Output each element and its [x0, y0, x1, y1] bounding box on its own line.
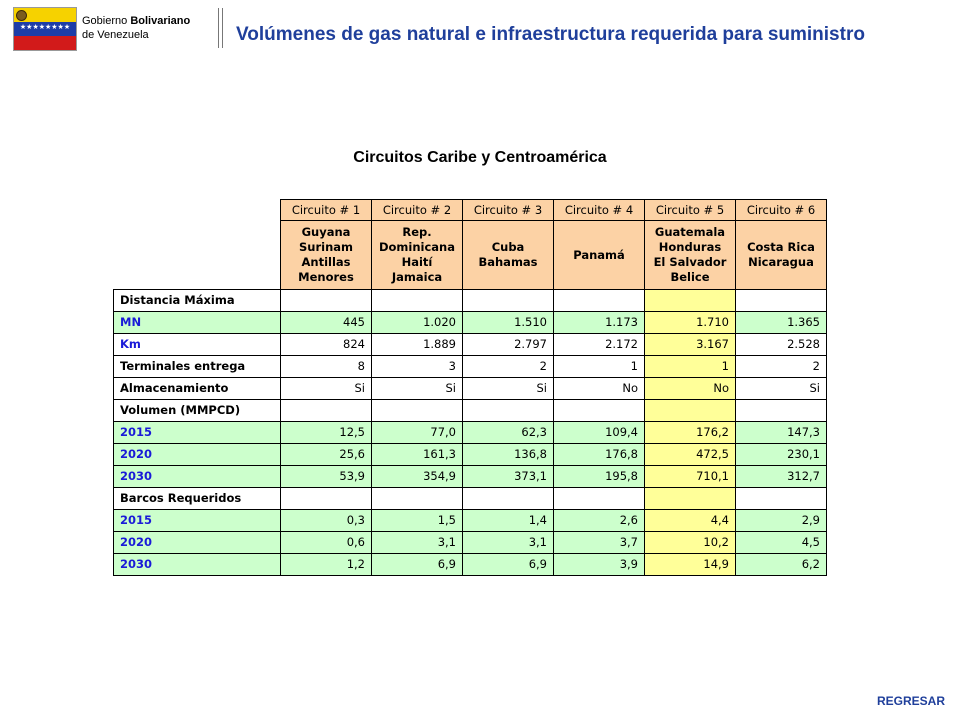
table-cell: 109,4 [554, 422, 645, 444]
table-cell: 2.797 [463, 334, 554, 356]
row-label: MN [114, 312, 281, 334]
table-cell: 2,9 [736, 510, 827, 532]
regresar-link[interactable]: REGRESAR [876, 694, 945, 708]
table-cell: 6,2 [736, 554, 827, 576]
circuit-header: Circuito # 4 [554, 200, 645, 221]
table-title: Circuitos Caribe y Centroamérica [353, 149, 607, 166]
row-label: Km [114, 334, 281, 356]
region-header-row [114, 221, 827, 290]
table-cell: 2.172 [554, 334, 645, 356]
table-cell: Si [281, 378, 372, 400]
table-cell: 2.528 [736, 334, 827, 356]
table-cell: 161,3 [372, 444, 463, 466]
table-cell [645, 488, 736, 510]
table-cell: 1 [554, 356, 645, 378]
table-cell [645, 290, 736, 312]
table-cell [372, 488, 463, 510]
table-cell: 62,3 [463, 422, 554, 444]
row-label: 2030 [114, 466, 281, 488]
page-title: Volúmenes de gas natural e infraestructura requerida para suministro [236, 24, 865, 45]
table-cell: 4,4 [645, 510, 736, 532]
table-row [114, 532, 827, 554]
row-label: 2015 [114, 422, 281, 444]
header-bar [0, 0, 960, 60]
region-header: Panamá [554, 221, 645, 290]
table-cell: No [554, 378, 645, 400]
table-cell: Si [463, 378, 554, 400]
row-label: Volumen (MMPCD) [114, 400, 281, 422]
table-cell: 2 [736, 356, 827, 378]
table-cell: 6,9 [463, 554, 554, 576]
table-cell: 136,8 [463, 444, 554, 466]
table-cell [281, 400, 372, 422]
row-label: 2020 [114, 444, 281, 466]
table-cell: 195,8 [554, 466, 645, 488]
table-row [114, 444, 827, 466]
table-cell [736, 400, 827, 422]
region-header: Cuba Bahamas [463, 221, 554, 290]
government-logo-text: Gobierno Bolivariano de Venezuela [82, 15, 191, 41]
table-cell: 3,9 [554, 554, 645, 576]
table-cell [736, 290, 827, 312]
table-cell [463, 290, 554, 312]
table-cell: 6,9 [372, 554, 463, 576]
table-cell: 230,1 [736, 444, 827, 466]
table-cell [372, 400, 463, 422]
table-cell [736, 488, 827, 510]
circuits-table [113, 199, 827, 576]
table-cell: 25,6 [281, 444, 372, 466]
table-row [114, 466, 827, 488]
table-cell [372, 290, 463, 312]
table-cell [554, 488, 645, 510]
circuit-header: Circuito # 6 [736, 200, 827, 221]
table-cell: 53,9 [281, 466, 372, 488]
table-cell: Si [372, 378, 463, 400]
table-cell: 1.365 [736, 312, 827, 334]
region-header: Guyana Surinam Antillas Menores [281, 221, 372, 290]
table-cell: 8 [281, 356, 372, 378]
table-cell: 472,5 [645, 444, 736, 466]
region-header: Guatemala Honduras El Salvador Belice [645, 221, 736, 290]
table-row [114, 488, 827, 510]
table-row [114, 334, 827, 356]
table-cell: 373,1 [463, 466, 554, 488]
table-cell: 1.173 [554, 312, 645, 334]
table-cell: 354,9 [372, 466, 463, 488]
table-row [114, 356, 827, 378]
empty-corner [114, 200, 281, 221]
table-cell: 312,7 [736, 466, 827, 488]
table-row [114, 400, 827, 422]
region-header: Costa Rica Nicaragua [736, 221, 827, 290]
table-cell: 14,9 [645, 554, 736, 576]
table-cell: 3 [372, 356, 463, 378]
table-cell: 1.889 [372, 334, 463, 356]
header-divider [218, 8, 223, 48]
row-label: Distancia Máxima [114, 290, 281, 312]
table-cell: 2 [463, 356, 554, 378]
table-cell: 1.510 [463, 312, 554, 334]
table-row [114, 378, 827, 400]
table-cell: Si [736, 378, 827, 400]
table-cell: 12,5 [281, 422, 372, 444]
table-cell: 77,0 [372, 422, 463, 444]
table-row [114, 554, 827, 576]
table-cell [463, 488, 554, 510]
table-cell: 1 [645, 356, 736, 378]
circuit-header: Circuito # 5 [645, 200, 736, 221]
table-cell: 3.167 [645, 334, 736, 356]
table-cell [281, 488, 372, 510]
table-cell: 176,2 [645, 422, 736, 444]
table-cell: 1.710 [645, 312, 736, 334]
table-cell: 1,5 [372, 510, 463, 532]
table-cell: 1,4 [463, 510, 554, 532]
table-cell [281, 290, 372, 312]
circuit-header-row [114, 200, 827, 221]
empty-corner [114, 221, 281, 290]
region-header: Rep. Dominicana Haití Jamaica [372, 221, 463, 290]
table-cell: 3,1 [463, 532, 554, 554]
row-label: Barcos Requeridos [114, 488, 281, 510]
table-cell: 2,6 [554, 510, 645, 532]
circuit-header: Circuito # 1 [281, 200, 372, 221]
table-cell: 445 [281, 312, 372, 334]
table-cell [463, 400, 554, 422]
table-cell: 176,8 [554, 444, 645, 466]
table-cell: 3,1 [372, 532, 463, 554]
table-cell: 3,7 [554, 532, 645, 554]
table-cell: 1.020 [372, 312, 463, 334]
row-label: 2020 [114, 532, 281, 554]
table-cell: 710,1 [645, 466, 736, 488]
table-cell: 10,2 [645, 532, 736, 554]
row-label: Terminales entrega [114, 356, 281, 378]
table-row [114, 312, 827, 334]
row-label: 2030 [114, 554, 281, 576]
table-cell: 0,6 [281, 532, 372, 554]
table-cell [554, 290, 645, 312]
table-cell: 4,5 [736, 532, 827, 554]
table-row [114, 422, 827, 444]
table-cell: No [645, 378, 736, 400]
table-row [114, 290, 827, 312]
circuit-header: Circuito # 2 [372, 200, 463, 221]
circuit-header: Circuito # 3 [463, 200, 554, 221]
table-cell [554, 400, 645, 422]
table-cell: 147,3 [736, 422, 827, 444]
row-label: Almacenamiento [114, 378, 281, 400]
table-cell: 0,3 [281, 510, 372, 532]
table-cell: 824 [281, 334, 372, 356]
table-cell [645, 400, 736, 422]
table-cell: 1,2 [281, 554, 372, 576]
table-row [114, 510, 827, 532]
row-label: 2015 [114, 510, 281, 532]
venezuela-flag-icon: ★★★★★★★★ [13, 7, 77, 51]
